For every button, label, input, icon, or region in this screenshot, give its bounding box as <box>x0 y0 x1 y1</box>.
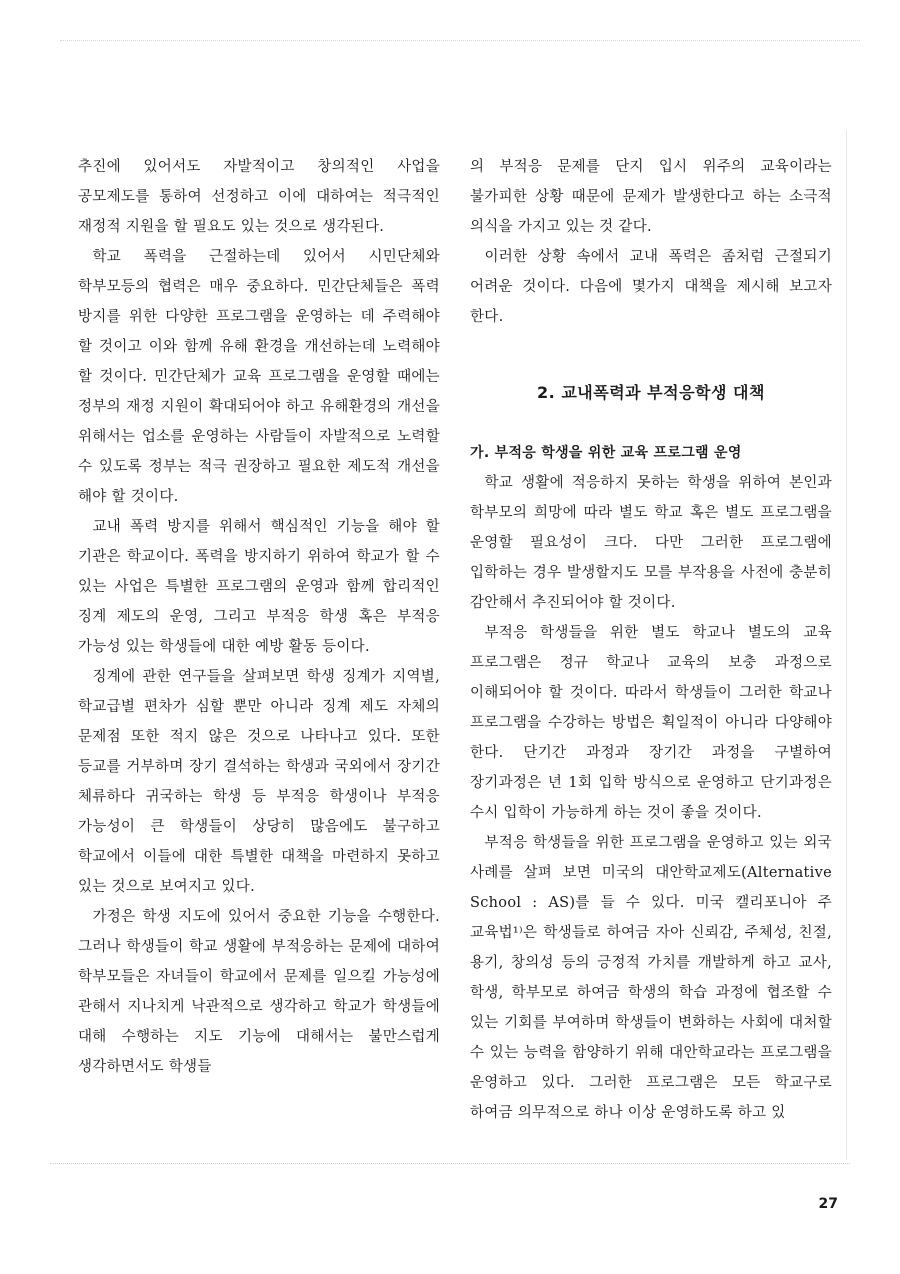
body-paragraph: 의 부적응 문제를 단지 입시 위주의 교육이라는 불가피한 상황 때문에 문제가 발생한다고 하는 소극적 의식을 가지고 있는 것 같다. <box>470 159 832 235</box>
body-paragraph: 교내 폭력 방지를 위해서 핵심적인 기능을 해야 할 기관은 학교이다. 폭력을 방지하기 위하여 학교가 할 수 있는 사업은 특별한 프로그램의 운영과 함께 합리적인 징계 제도의 운영, 그리고 부적응 학생 혹은 부적응 가능성 있는 학생들에 대한 예방 활동 등이다. <box>78 519 440 655</box>
body-paragraph: 학교 생활에 적응하지 못하는 학생을 위하여 본인과 학부모의 희망에 따라 별도 학교 혹은 별도 프로그램을 운영할 필요성이 크다. 다만 그러한 프로그램에 입학하는 경우 발생할지도 모를 부작용을 사전에 충분히 감안해서 추진되어야 할 것이다. <box>470 475 832 611</box>
body-paragraph: 징계에 관한 연구들을 살펴보면 학생 징계가 지역별, 학교급별 편차가 심할 뿐만 아니라 징계 제도 자체의 문제점 또한 적지 않은 것으로 나타나고 있다. 또한 등교를 거부하며 장기 결석하는 학생과 국외에서 장기간 체류하다 귀국하는 학생 등 부적응 학생이나 부적응 가능성이 큰 학생들이 상당히 많음에도 불구하고 학교에서 이들에 대한 특별한 대책을 마련하지 못하고 있는 것으로 보여지고 있다. <box>78 669 440 895</box>
body-paragraph: 부적응 학생들을 위한 별도 학교나 별도의 교육 프로그램은 정규 학교나 교육의 보충 과정으로 이해되어야 할 것이다. 따라서 학생들이 그러한 학교나 프로그램을 수강하는 방법은 획일적이 아니라 다양해야 한다. 단기간 과정과 장기간 과정을 구별하여 장기과정은 년 1회 입학 방식으로 운영하고 단기과정은 수시 입학이 가능하게 하는 것이 좋을 것이다. <box>470 625 832 821</box>
page-number: 27 <box>818 1196 838 1212</box>
body-paragraph: 이러한 상황 속에서 교내 폭력은 좀처럼 근절되기 어려운 것이다. 다음에 몇가지 대책을 제시해 보고자 한다. <box>470 249 832 325</box>
body-paragraph: 추진에 있어서도 자발적이고 창의적인 사업을 공모제도를 통하여 선정하고 이에 대하여는 적극적인 재정적 지원을 할 필요도 있는 것으로 생각된다. <box>78 159 440 235</box>
scan-artifact-edge-line <box>846 130 847 1160</box>
body-paragraph: 가정은 학생 지도에 있어서 중요한 기능을 수행한다. 그러나 학생들이 학교 생활에 부적응하는 문제에 대하여 학부모들은 자녀들이 학교에서 문제를 일으킬 가능성에 관해서 지나치게 낙관적으로 생각하고 학교가 학생들에 대해 수행하는 지도 기능에 대해서는 불만스럽게 생각하면서도 학생들 <box>78 909 440 1075</box>
left-text-column <box>78 152 440 1082</box>
scan-artifact-top-rule <box>60 40 860 41</box>
body-paragraph: 학교 폭력을 근절하는데 있어서 시민단체와 학부모등의 협력은 매우 중요하다. 민간단체들은 폭력 방지를 위한 다양한 프로그램을 운영하는 데 주력해야 할 것이고 이와 함께 유해 환경을 개선하는데 노력해야 할 것이다. 민간단체가 교육 프로그램을 운영할 때에는 정부의 재정 지원이 확대되어야 하고 유해환경의 개선을 위해서는 업소를 운영하는 사람들이 자발적으로 노력할 수 있도록 정부는 적극 권장하고 필요한 제도적 개선을 해야 할 것이다. <box>78 249 440 505</box>
subsection-heading: 가. 부적응 학생을 위한 교육 프로그램 운영 <box>470 445 742 461</box>
scan-artifact-bottom-rule <box>50 1163 850 1164</box>
right-text-column <box>470 152 832 1128</box>
section-heading: 2. 교내폭력과 부적응학생 대책 <box>537 383 765 402</box>
body-paragraph: 부적응 학생들을 위한 프로그램을 운영하고 있는 외국 사례를 살펴 보면 미국의 대안학교제도(Alternative School : AS)를 들 수 있다. 미국 캘리포니아 주 교육법¹⁾은 학생들로 하여금 자아 신뢰감, 주체성, 친절, 용기, 창의성 등의 긍정적 가치를 개발하게 하고 교사, 학생, 학부모로 하여금 학생의 학습 과정에 협조할 수 있는 기회를 부여하며 학생들이 변화하는 사회에 대처할 수 있는 능력을 함양하기 위해 대안학교라는 프로그램을 운영하고 있다. 그러한 프로그램은 모든 학교구로 하여금 의무적으로 하나 이상 운영하도록 하고 있 <box>470 835 832 1121</box>
